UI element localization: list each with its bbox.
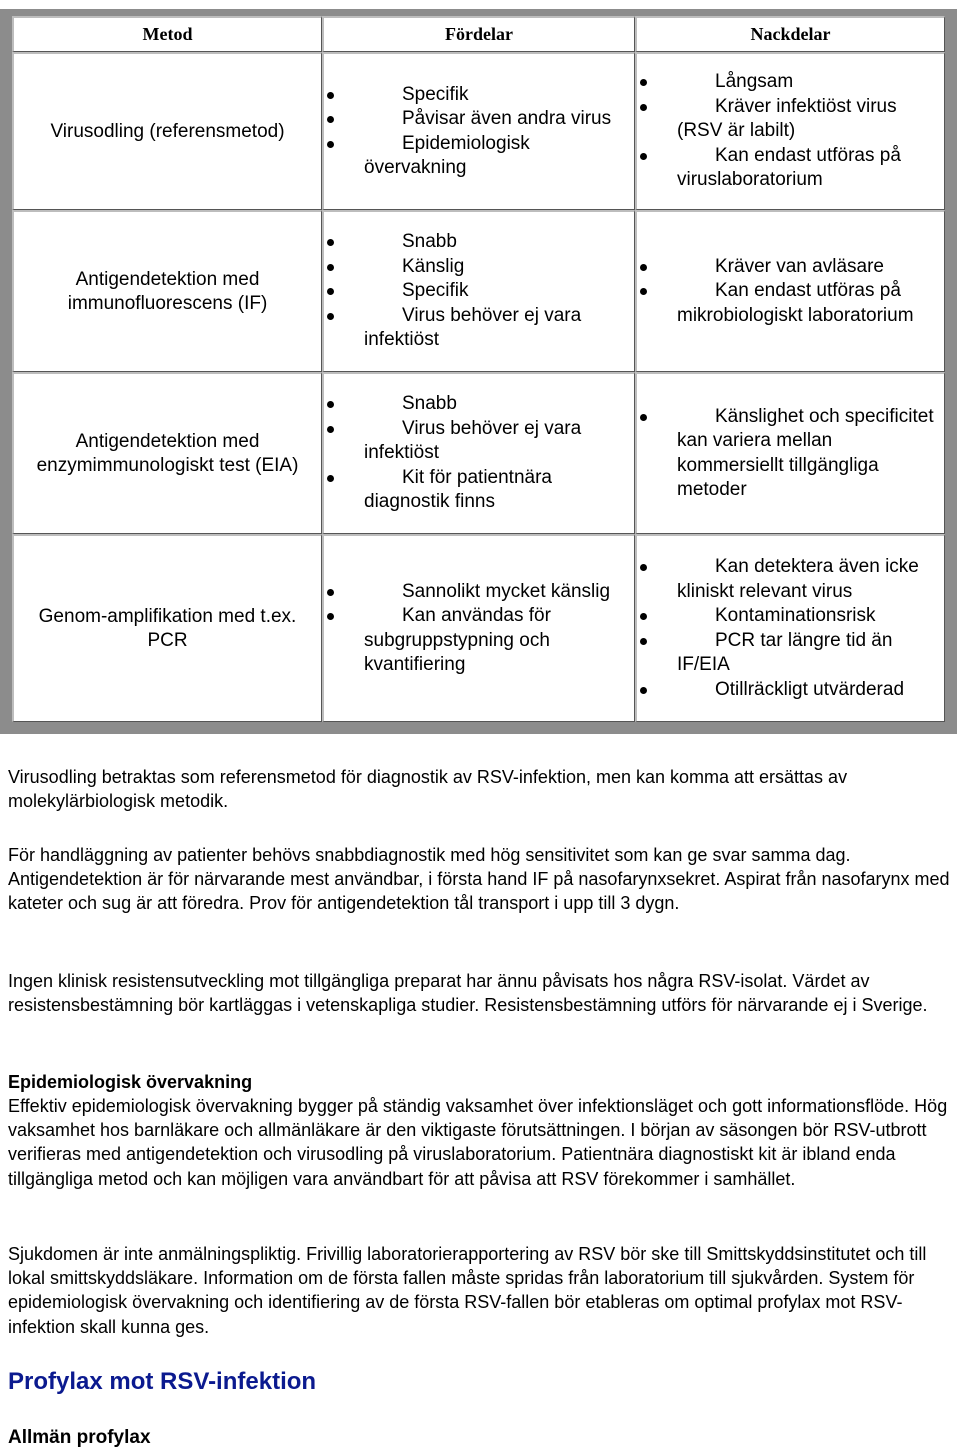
advantages-cell	[322, 534, 635, 722]
list-item: Känslighet och specificitet kan variera mellan kommersiellt tillgängliga metoder	[677, 405, 940, 503]
list-item: Kan detektera även icke kliniskt relevant virus	[677, 555, 940, 604]
list-item: Kan endast utföras på viruslaboratorium	[677, 144, 940, 193]
method-label: Antigendetektion med enzymimmunologiskt test (EIA)	[36, 430, 299, 476]
method-label: Genom-amplifikation med t.ex. PCR	[38, 605, 297, 651]
list-item: Specifik	[364, 279, 630, 304]
disadvantages-cell	[635, 210, 945, 372]
disadvantages-cell	[635, 52, 945, 210]
paragraph: Ingen klinisk resistensutveckling mot tillgängliga preparat har ännu påvisats hos några RSV-isolat. Värdet av resistensbestämning bör kartläggas i vetenskapliga studier. Resistensbestämning utförs för närvarande ej i Sverige.	[8, 971, 928, 1016]
paragraph: Virusodling betraktas som referensmetod för diagnostik av RSV-infektion, men kan komma att ersättas av molekylärbiologisk metodik.	[8, 767, 848, 812]
disadvantages-cell	[635, 534, 945, 722]
list-item: Sannolikt mycket känslig	[364, 580, 630, 605]
header-advantages: Fördelar	[322, 16, 635, 52]
page-heading: Profylax mot RSV-infektion	[8, 1368, 317, 1395]
paragraph: För handläggning av patienter behövs snabbdiagnostik med hög sensitivitet som kan ge svar samma dag. Antigendetektion är för närvarande mest användbar, i första hand IF på nasofarynxsekret. Aspirat från nasofarynx med kateter och sug är att föredra. Prov för antigendetektion tål transport i upp till 3 dygn.	[8, 845, 950, 914]
list-item: Kit för patientnära diagnostik finns	[364, 466, 630, 515]
list-item: Virus behöver ej vara infektiöst	[364, 304, 630, 353]
comparison-table	[0, 9, 957, 734]
list-item: Påvisar även andra virus	[364, 107, 630, 132]
method-cell	[12, 210, 322, 372]
list-item: Kan användas för subgruppstypning och kvantifiering	[364, 604, 630, 678]
advantages-cell	[322, 372, 635, 534]
paragraph: Sjukdomen är inte anmälningspliktig. Frivillig laboratorierapportering av RSV bör ske till Smittskyddsinstitutet och till lokal smittskyddsläkare. Information om de första fallen måste spridas från laboratorium till sjukvården. System för epidemiologisk övervakning och identifiering av de första RSV-fallen bör etableras om optimal profylax mot RSV-infektion skall kunna ges.	[8, 1244, 927, 1337]
list-item: Kräver van avläsare	[677, 255, 940, 280]
header-disadvantages: Nackdelar	[635, 16, 945, 52]
list-item: Snabb	[364, 230, 630, 255]
list-item: Otillräckligt utvärderad	[677, 678, 940, 703]
list-item: Kontaminationsrisk	[677, 604, 940, 629]
list-item: Känslig	[364, 255, 630, 280]
method-label: Virusodling (referensmetod)	[50, 120, 285, 142]
list-item: PCR tar längre tid än IF/EIA	[677, 629, 940, 678]
method-cell	[12, 52, 322, 210]
method-cell	[12, 372, 322, 534]
paragraph: Effektiv epidemiologisk övervakning bygger på ständig vaksamhet över infektionsläget och gott informationsflöde. Hög vaksamhet hos barnläkare och allmänläkare är den viktigaste förutsättningen. I början av säsongen bör RSV-utbrott verifieras med antigendetektion och virusodling på viruslaboratorium. Patientnära diagnostiskt kit är ibland enda tillgängliga metod och kan möjligen vara användbart för att påvisa att RSV förekommer i samhället.	[8, 1096, 948, 1189]
advantages-cell	[322, 52, 635, 210]
list-item: Långsam	[677, 70, 940, 95]
list-item: Epidemiologisk övervakning	[364, 132, 630, 181]
sub-heading: Allmän profylax	[8, 1427, 151, 1448]
list-item: Specifik	[364, 83, 630, 108]
disadvantages-cell	[635, 372, 945, 534]
list-item: Kan endast utföras på mikrobiologiskt laboratorium	[677, 279, 940, 328]
list-item: Snabb	[364, 392, 630, 417]
list-item: Kräver infektiöst virus (RSV är labilt)	[677, 95, 940, 144]
advantages-cell	[322, 210, 635, 372]
method-label: Antigendetektion med immunofluorescens (IF)	[67, 268, 268, 314]
list-item: Virus behöver ej vara infektiöst	[364, 417, 630, 466]
method-cell	[12, 534, 322, 722]
section-heading: Epidemiologisk övervakning	[8, 1072, 253, 1092]
header-method: Metod	[12, 16, 322, 52]
